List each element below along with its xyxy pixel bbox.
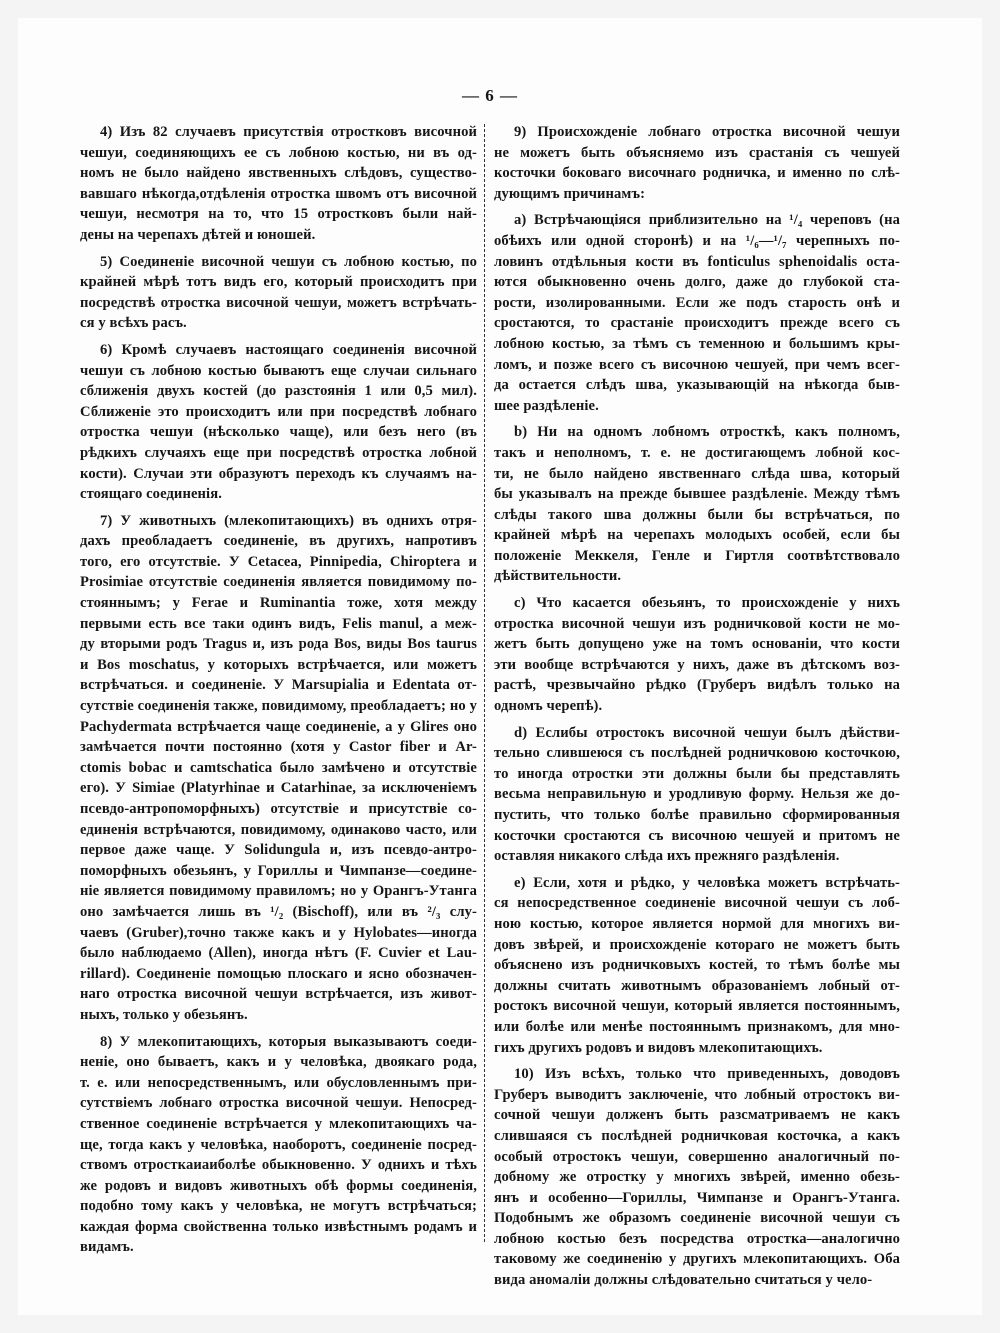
text-line: дующимъ причинамъ: bbox=[494, 185, 646, 202]
text-line: особый отростокъ чешуи, совершенно аналогичный по- bbox=[494, 1148, 900, 1165]
text-line: неніе, оно бываетъ, какъ и у человѣка, двоякаго рода, bbox=[80, 1054, 477, 1071]
text-line: сближенія двухъ костей (до разстоянія 1 или 0,5 мил). bbox=[80, 383, 477, 400]
text-line: b) Ни на одномъ лобномъ отросткѣ, какъ полномъ, bbox=[514, 424, 900, 441]
text-line: и Bos moschatus, у которыхъ встрѣчается, или можетъ bbox=[80, 656, 477, 673]
paragraph bbox=[80, 122, 477, 246]
text-line: крайней мѣрѣ тотъ видъ его, который происходитъ при bbox=[80, 274, 477, 291]
text-line: сростаются, то срастаніе происходитъ прежде всего съ bbox=[494, 315, 900, 332]
text-line: ются обыкновенно очень долго, даже до глубокой ста- bbox=[494, 274, 900, 291]
paragraph bbox=[494, 122, 900, 204]
text-line: вида аномаліи должны слѣдовательно считаться у чело- bbox=[494, 1272, 873, 1289]
text-line: ствомъ отросткаиаиболѣе обыкновенно. У однихъ и тѣхъ bbox=[80, 1157, 477, 1174]
text-line: 5) Соединеніе височной чешуи съ лобною костью, по bbox=[100, 253, 477, 270]
text-line: пустить, что только болѣе правильно сформированныя bbox=[494, 807, 900, 823]
text-line: 7) У животныхъ (млекопитающихъ) въ однихъ отря- bbox=[100, 512, 477, 529]
text-line: 9) Происхожденіе лобнаго отростка височной чешуи bbox=[514, 124, 900, 140]
text-line: гихъ другихъ родовъ и видовъ млекопитающихъ. bbox=[494, 1039, 823, 1056]
text-line: было наблюдаемо (Allen), иногда нѣтъ (F. Cuvier et Lau- bbox=[80, 945, 477, 962]
text-line: сутствіе соединенія также, повидимому, преобладаетъ; но у bbox=[80, 698, 477, 715]
text-line: d) Еслибы отростокъ височной чешуи былъ дѣйстви- bbox=[514, 724, 900, 741]
text-line: rillard). Соединеніе помощью плоскаго и ясно обозначен- bbox=[80, 965, 477, 982]
text-line: не можетъ быть объясняемо изъ срастанія съ чешуей bbox=[494, 144, 900, 161]
text-line: чешуи, соединяющихъ ее съ лобною костью, ни въ од- bbox=[80, 144, 477, 161]
text-line: рѣдкихъ случаяхъ еще при посредствѣ отростка лобной bbox=[80, 444, 477, 461]
paragraph bbox=[80, 252, 477, 334]
text-line: ще, тогда какъ у человѣка, наоборотъ, соединеніе посред- bbox=[80, 1136, 477, 1153]
paragraph bbox=[494, 1064, 900, 1291]
column-divider bbox=[484, 124, 485, 1242]
text-line: одномъ черепѣ). bbox=[494, 698, 603, 715]
text-line: 4) Изъ 82 случаевъ присутствія отростковъ височной bbox=[100, 124, 477, 140]
text-line: растѣ, чрезвычайно рѣдко (Груберъ видѣлъ только на bbox=[494, 677, 900, 694]
text-line: ду вторыми родъ Tragus и, изъ рода Bos, виды Bos taurus bbox=[80, 636, 477, 653]
text-line: сутствіемъ лобнаго отростка височной чешуи. Непосред- bbox=[80, 1095, 477, 1112]
text-line: кости). Случаи эти образуютъ переходъ къ случаямъ на- bbox=[80, 465, 477, 482]
text-line: посредствѣ отростка височной чешуи, можетъ встрѣчать- bbox=[80, 294, 477, 311]
text-line: Груберъ выводитъ заключеніе, что лобный отростокъ ви- bbox=[494, 1086, 900, 1103]
right-column bbox=[494, 122, 900, 1297]
text-line: чешуи съ лобною костью бываютъ еще случаи сильнаго bbox=[80, 362, 477, 379]
text-line: оставляя никакого слѣда ихъ прежняго раздѣленія. bbox=[494, 848, 840, 865]
text-line: e) Если, хотя и рѣдко, у человѣка можетъ встрѣчать- bbox=[514, 874, 900, 891]
text-line: ctomis bobac и camtschatica было замѣчено и отсутствіе bbox=[80, 759, 477, 776]
text-line: чаевъ (Gruber),точно также какъ и у Hylobates—иногда bbox=[80, 924, 477, 941]
text-line: весьма неправильную и уродливую форму. Нельзя же до- bbox=[494, 786, 900, 803]
text-line: лобною костью безъ посредства отростка—аналогично bbox=[494, 1230, 900, 1247]
text-line: первое даже чаще. У Solidungula и, изъ псевдо-антро- bbox=[80, 842, 477, 859]
text-line: отростка височной чешуи изъ родничковой кости не мо- bbox=[494, 615, 900, 632]
text-line: ся у всѣхъ расъ. bbox=[80, 315, 187, 332]
text-line: ти, не было найдено явственнаго слѣда шва, который bbox=[494, 465, 900, 482]
text-line: или болѣе или менѣе постояннымъ признакомъ, для мно- bbox=[494, 1018, 900, 1035]
text-line: Prosimiae отсутствіе соединенія является повидимому по- bbox=[80, 574, 477, 591]
text-line: 10) Изъ всѣхъ, только что приведенныхъ, доводовъ bbox=[514, 1066, 900, 1083]
text-line: ловинъ отдѣльныя кости въ fonticulus sphenoidalis оста- bbox=[494, 253, 900, 270]
text-line: поморфныхъ обезьянъ, у Гориллы и Чимпанзе—соедине- bbox=[80, 862, 477, 879]
text-line: ростокъ височной чешуи, который является постояннымъ, bbox=[494, 998, 900, 1015]
text-line: должны считать животнымъ образованіемъ лобный от- bbox=[494, 977, 900, 994]
text-line: единенія встрѣчаются, повидимому, одинаково часто, или bbox=[80, 821, 477, 838]
text-line: Подобнымъ же образомъ соединеніе височной чешуи съ bbox=[494, 1210, 900, 1227]
text-line: того, его отсутствіе. У Cetacea, Pinnipedia, Chiroptera и bbox=[80, 553, 477, 570]
paragraph bbox=[494, 210, 900, 416]
text-line: псевдо-антропоморфныхъ) отсутствіе и присутствіе со- bbox=[80, 801, 477, 817]
text-line: добному же отростку у многихъ звѣрей, именно обезь- bbox=[494, 1169, 900, 1186]
text-line: таковому же соединенію у другихъ млекопитающихъ. Оба bbox=[494, 1251, 900, 1268]
text-line: наго отростка височной чешуи встрѣчается, изъ живот- bbox=[80, 986, 477, 1003]
left-column bbox=[80, 122, 477, 1264]
text-line: то иногда отростки эти должны были бы представлять bbox=[494, 765, 900, 782]
text-line: такъ и неполномъ, т. е. не достигающемъ лобной кос- bbox=[494, 444, 900, 461]
paragraph bbox=[494, 422, 900, 587]
text-line: да остается слѣдъ шва, указывающій на нѣкогда быв- bbox=[494, 377, 900, 394]
text-line: бы указывалъ на прежде бывшее раздѣленіе. Между тѣмъ bbox=[494, 486, 900, 503]
text-line: дахъ преобладаетъ соединеніе, въ другихъ, напротивъ bbox=[80, 533, 477, 550]
text-line: вавшаго нѣкогда,отдѣленія отростка швомъ отъ височной bbox=[80, 185, 477, 202]
text-line: довъ звѣрей, и происхожденіе котораго не можетъ быть bbox=[494, 936, 900, 953]
text-line: оно замѣчается лишь въ ¹/₂ (Bischoff), или въ ²/₃ слу- bbox=[80, 903, 477, 920]
text-line: стояннымъ; у Ferae и Ruminantia тоже, хотя между bbox=[80, 595, 477, 612]
text-line: замѣчается почти постоянно (хотя у Castor fiber и Ar- bbox=[80, 739, 477, 756]
text-line: номъ не было найдено явственныхъ слѣдовъ, существо- bbox=[80, 165, 477, 182]
paragraph bbox=[494, 723, 900, 867]
text-line: а) Встрѣчающіяся приблизительно на ¹/₄ череповъ (на bbox=[514, 212, 900, 229]
text-line: чешуи, несмотря на то, что 15 отростковъ были най- bbox=[80, 206, 477, 223]
text-line: стоящаго соединенія. bbox=[80, 486, 222, 503]
text-line: Сближеніе это происходитъ или при посредствѣ лобнаго bbox=[80, 403, 477, 420]
text-line: Pachydermata встрѣчается чаще соединеніе, а у Glires оно bbox=[80, 718, 477, 735]
paragraph bbox=[80, 340, 477, 505]
text-line: ломъ, и позже всего съ височною чешуей, при чемъ всег- bbox=[494, 356, 900, 373]
text-line: крайней мѣрѣ на черепахъ молодыхъ особей, если бы bbox=[494, 527, 900, 544]
text-line: слѣды такого шва должны были бы встрѣчаться, по bbox=[494, 506, 900, 523]
text-line: эти вообще встрѣчаются у нихъ, даже въ дѣтскомъ воз- bbox=[494, 656, 900, 673]
text-line: обѣихъ или одной сторонѣ) и на ¹/₆—¹/₇ черепныхъ по- bbox=[494, 232, 900, 249]
page-number: — 6 — bbox=[462, 86, 518, 105]
text-line: отростка чешуи (нѣсколько чаще), или безъ него (въ bbox=[80, 424, 477, 441]
text-line: дѣйствительности. bbox=[494, 568, 622, 585]
text-line: его). У Simiae (Platyrhinae и Catarhinae, за исключеніемъ bbox=[80, 780, 477, 797]
text-line: ніе является повидимому правиломъ; но у Орангъ-Утанга bbox=[80, 883, 477, 900]
text-line: косточки боковаго височнаго родничка, и именно по слѣ- bbox=[494, 165, 900, 182]
text-line: рости, изолированными. Если же подъ старость онѣ и bbox=[494, 294, 900, 311]
text-line: 6) Кромѣ случаевъ настоящаго соединенія височной bbox=[100, 341, 477, 358]
text-line: видамъ. bbox=[80, 1239, 134, 1256]
text-line: ною костью, которое является нормой для многихъ ви- bbox=[494, 915, 900, 932]
text-line: c) Что касается обезьянъ, то происхожденіе у нихъ bbox=[514, 595, 900, 612]
paragraph bbox=[80, 511, 477, 1026]
text-line: встрѣчаться. и соединеніе. У Marsupialia и Edentata от- bbox=[80, 677, 477, 694]
text-line: положеніе Меккеля, Генле и Гиртля соотвѣтствовало bbox=[494, 547, 900, 564]
text-line: подобно тому какъ у человѣка, не могутъ встрѣчаться; bbox=[80, 1198, 477, 1215]
text-line: же родовъ и видовъ животныхъ обѣ формы соединенія, bbox=[80, 1177, 477, 1194]
text-line: слившаяся съ послѣдней родничковая косточка, а какъ bbox=[494, 1127, 900, 1144]
text-line: объяснено изъ родничковыхъ костей, то тѣмъ болѣе мы bbox=[494, 957, 900, 974]
paragraph bbox=[494, 593, 900, 717]
text-line: жетъ быть допущено уже на томъ основаніи, что кости bbox=[494, 636, 900, 653]
text-line: ся непосредственное соединеніе височной чешуи съ лоб- bbox=[494, 895, 900, 912]
text-line: сочной чешуи долженъ быть разсматриваемъ не какъ bbox=[494, 1107, 900, 1124]
text-line: т. е. или непосредственнымъ, или обусловленнымъ при- bbox=[80, 1074, 477, 1091]
text-line: ныхъ, только у обезьянъ. bbox=[80, 1006, 248, 1023]
text-line: каждая форма свойственна только извѣстнымъ родамъ и bbox=[80, 1218, 477, 1235]
text-line: янъ и особенно—Гориллы, Чимпанзе и Орангъ-Утанга. bbox=[494, 1189, 900, 1206]
paragraph bbox=[80, 1032, 477, 1259]
text-line: дены на черепахъ дѣтей и юношей. bbox=[80, 226, 316, 243]
text-line: лобною костью, за тѣмъ съ теменною и большимъ кры- bbox=[494, 335, 900, 352]
text-line: косточки сростаются съ височною чешуей и притомъ не bbox=[494, 827, 900, 844]
text-line: тельно слившеюся съ послѣдней родничковою косточкою, bbox=[494, 745, 900, 762]
paragraph bbox=[494, 873, 900, 1058]
text-line: ственное соединеніе встрѣчается у млекопитающихъ ча- bbox=[80, 1115, 477, 1132]
text-line: первыми есть все таки одинъ видъ, Felis manul, а меж- bbox=[80, 615, 477, 632]
text-line: 8) У млекопитающихъ, которыя выказываютъ соеди- bbox=[100, 1033, 477, 1050]
text-line: шее раздѣленіе. bbox=[494, 397, 599, 414]
